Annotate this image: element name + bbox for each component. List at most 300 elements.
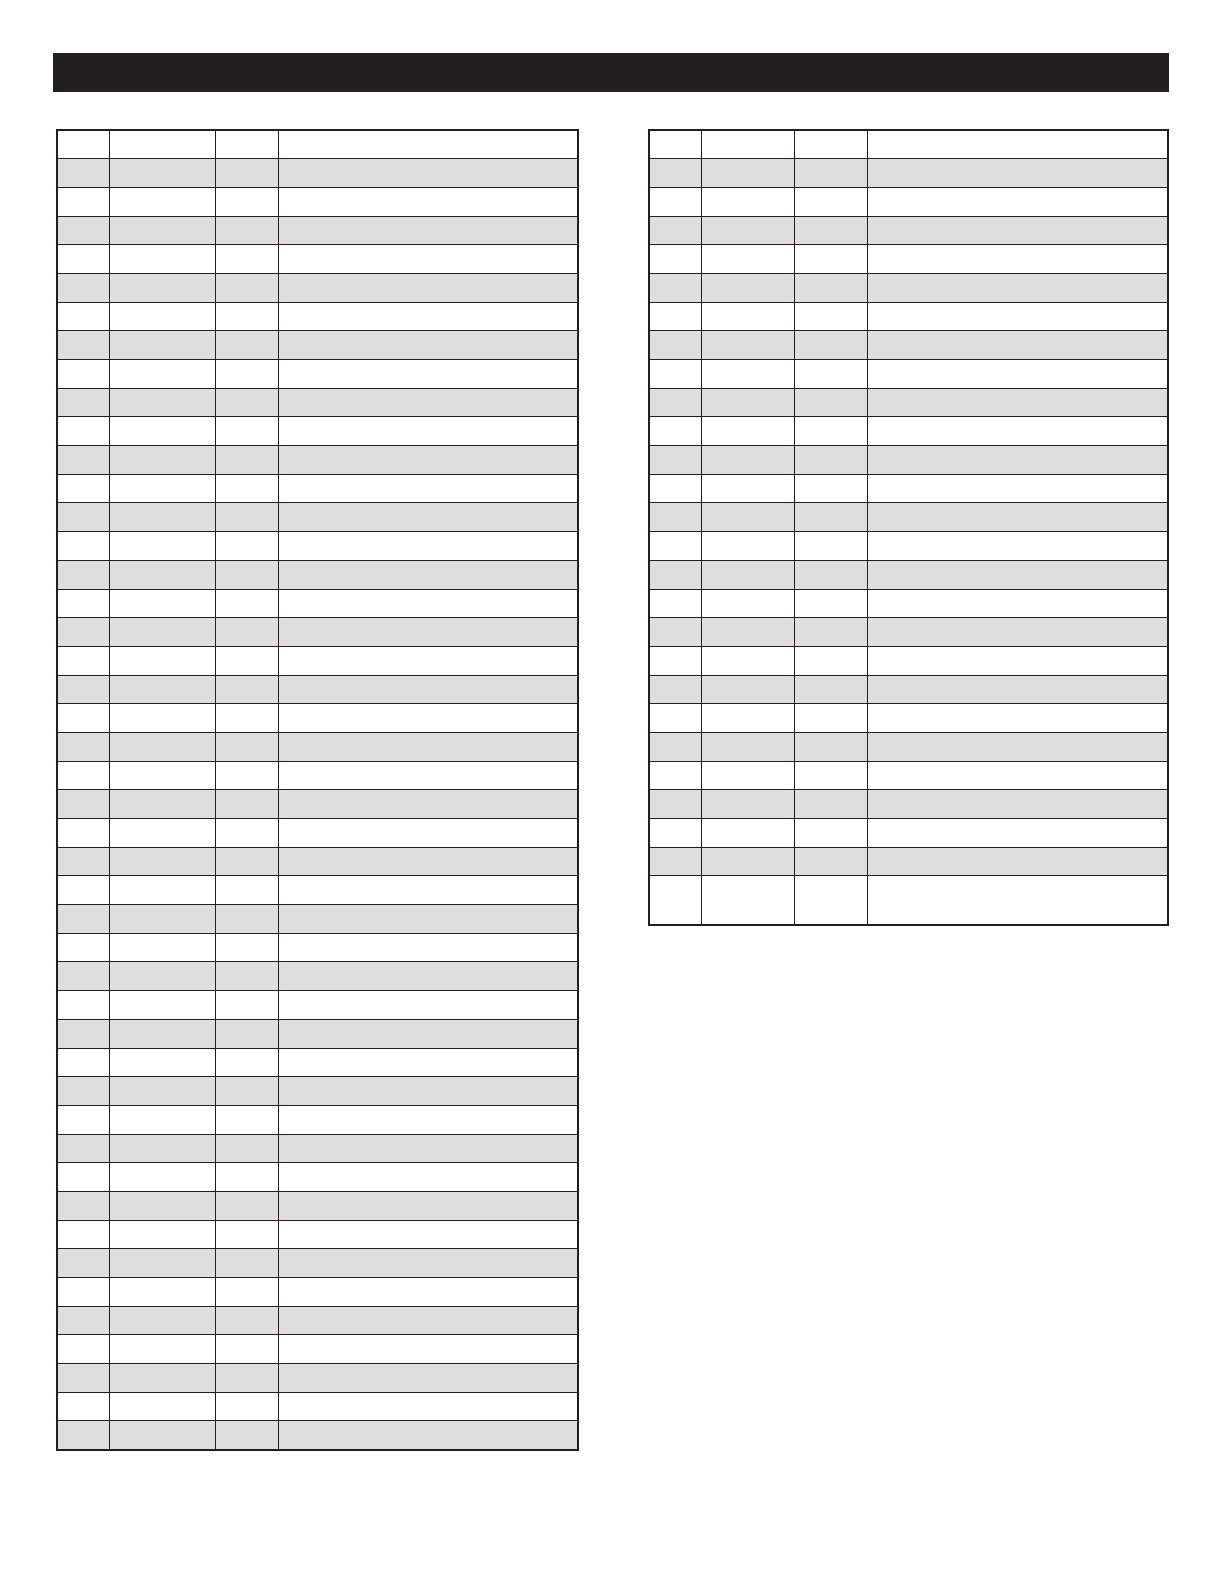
left-table-cell	[215, 1421, 278, 1450]
left-table-cell	[215, 1364, 278, 1393]
left-table-cell	[109, 589, 215, 618]
left-table-cell	[278, 646, 578, 675]
right-table-cell	[794, 704, 867, 733]
right-table-cell	[701, 847, 794, 876]
left-table-cell	[215, 1249, 278, 1278]
left-table-cell	[57, 560, 109, 589]
left-table-cell	[215, 790, 278, 819]
left-table-cell	[109, 245, 215, 274]
right-table-cell	[794, 819, 867, 848]
right-table-cell	[701, 245, 794, 274]
right-table-cell	[794, 732, 867, 761]
right-table-cell	[649, 388, 701, 417]
left-table-cell	[57, 646, 109, 675]
right-table-cell	[794, 761, 867, 790]
left-table-cell	[109, 1163, 215, 1192]
left-table-cell	[57, 732, 109, 761]
left-table-cell	[109, 1249, 215, 1278]
left-table-cell	[109, 532, 215, 561]
left-table-row	[57, 302, 578, 331]
right-table-row	[649, 331, 1168, 360]
left-table-cell	[57, 245, 109, 274]
left-table-cell	[109, 503, 215, 532]
right-table-row	[649, 704, 1168, 733]
left-table-cell	[109, 1105, 215, 1134]
right-table-cell	[701, 474, 794, 503]
left-table-row	[57, 1048, 578, 1077]
right-table-cell	[701, 130, 794, 159]
right-table-row	[649, 446, 1168, 475]
header-bar	[53, 53, 1169, 92]
left-table-cell	[109, 732, 215, 761]
right-table-cell	[701, 589, 794, 618]
right-table-cell	[701, 159, 794, 188]
left-table-row	[57, 933, 578, 962]
left-table-row	[57, 761, 578, 790]
left-table-cell	[278, 474, 578, 503]
right-table-cell	[649, 819, 701, 848]
left-table-cell	[109, 704, 215, 733]
right-table-cell	[867, 216, 1168, 245]
left-table-row	[57, 905, 578, 934]
left-table-cell	[278, 1306, 578, 1335]
right-table-cell	[794, 560, 867, 589]
right-table-row	[649, 187, 1168, 216]
left-table-cell	[109, 876, 215, 905]
right-table-cell	[794, 245, 867, 274]
left-table-row	[57, 216, 578, 245]
right-table-cell	[649, 761, 701, 790]
left-table-row	[57, 704, 578, 733]
left-table-cell	[278, 589, 578, 618]
left-table-cell	[109, 1220, 215, 1249]
left-table-cell	[278, 130, 578, 159]
left-table-cell	[215, 302, 278, 331]
right-table-cell	[649, 646, 701, 675]
right-table-cell	[794, 790, 867, 819]
right-table-cell	[867, 130, 1168, 159]
right-table-cell	[701, 360, 794, 389]
right-table-row	[649, 646, 1168, 675]
right-table-cell	[794, 589, 867, 618]
right-table-row	[649, 360, 1168, 389]
left-table-row	[57, 273, 578, 302]
right-table-row	[649, 245, 1168, 274]
left-table-cell	[109, 933, 215, 962]
left-table-cell	[278, 245, 578, 274]
left-table-row	[57, 1134, 578, 1163]
right-table-cell	[867, 876, 1168, 925]
right-table-cell	[701, 646, 794, 675]
left-table-cell	[109, 1048, 215, 1077]
left-table-cell	[57, 962, 109, 991]
right-table-cell	[867, 417, 1168, 446]
left-table-row	[57, 675, 578, 704]
left-table-row	[57, 1191, 578, 1220]
right-table-cell	[867, 589, 1168, 618]
right-table-cell	[794, 646, 867, 675]
right-table-cell	[649, 216, 701, 245]
right-table-row	[649, 159, 1168, 188]
left-table-cell	[215, 1048, 278, 1077]
right-table-cell	[794, 446, 867, 475]
left-table-cell	[278, 675, 578, 704]
right-table-cell	[649, 790, 701, 819]
left-table-cell	[57, 273, 109, 302]
right-table-cell	[701, 273, 794, 302]
left-table-row	[57, 245, 578, 274]
right-table-cell	[701, 761, 794, 790]
left-table-cell	[109, 1019, 215, 1048]
right-table-cell	[867, 388, 1168, 417]
right-table-cell	[649, 130, 701, 159]
left-table-row	[57, 876, 578, 905]
left-table-cell	[215, 1105, 278, 1134]
right-table-cell	[794, 388, 867, 417]
right-table-cell	[794, 360, 867, 389]
right-table-cell	[867, 704, 1168, 733]
right-table-cell	[794, 847, 867, 876]
left-table-row	[57, 1335, 578, 1364]
left-table-cell	[278, 1019, 578, 1048]
right-table-cell	[867, 618, 1168, 647]
right-table-cell	[701, 790, 794, 819]
left-table-row	[57, 130, 578, 159]
right-table-cell	[701, 331, 794, 360]
right-table-cell	[867, 790, 1168, 819]
left-table-cell	[278, 1220, 578, 1249]
left-table-cell	[109, 618, 215, 647]
left-table-row	[57, 159, 578, 188]
left-table-cell	[215, 245, 278, 274]
right-table-body	[649, 130, 1168, 925]
right-table-cell	[649, 675, 701, 704]
right-table-row	[649, 532, 1168, 561]
right-table-cell	[794, 618, 867, 647]
left-table-cell	[109, 302, 215, 331]
left-table-row	[57, 819, 578, 848]
right-table-cell	[701, 732, 794, 761]
left-table-cell	[109, 1306, 215, 1335]
left-table-cell	[109, 360, 215, 389]
right-table-cell	[867, 847, 1168, 876]
left-table-cell	[57, 1278, 109, 1307]
right-table-row	[649, 130, 1168, 159]
left-table-cell	[57, 1048, 109, 1077]
right-table-row	[649, 273, 1168, 302]
right-table-cell	[794, 331, 867, 360]
right-table-cell	[701, 388, 794, 417]
left-table-cell	[215, 532, 278, 561]
left-table-cell	[109, 273, 215, 302]
left-table-cell	[109, 474, 215, 503]
right-table-cell	[867, 245, 1168, 274]
left-table-row	[57, 618, 578, 647]
left-table-cell	[109, 1421, 215, 1450]
left-table-cell	[278, 876, 578, 905]
left-table-cell	[215, 560, 278, 589]
right-table-cell	[701, 675, 794, 704]
left-table-cell	[215, 474, 278, 503]
left-table-cell	[57, 417, 109, 446]
left-table-row	[57, 589, 578, 618]
left-table-row	[57, 360, 578, 389]
left-table-cell	[109, 1364, 215, 1393]
left-table-cell	[215, 876, 278, 905]
left-table-cell	[215, 1134, 278, 1163]
left-table-cell	[278, 905, 578, 934]
left-table-row	[57, 1278, 578, 1307]
left-table-cell	[215, 933, 278, 962]
left-table-cell	[215, 618, 278, 647]
left-table-cell	[57, 675, 109, 704]
left-table-row	[57, 646, 578, 675]
right-table-cell	[701, 187, 794, 216]
left-table-row	[57, 732, 578, 761]
left-table-cell	[57, 589, 109, 618]
left-table-row	[57, 1421, 578, 1450]
right-table-row	[649, 589, 1168, 618]
left-table-cell	[57, 1220, 109, 1249]
left-table-cell	[57, 1421, 109, 1450]
left-table-row	[57, 1364, 578, 1393]
right-table-cell	[649, 704, 701, 733]
left-table-cell	[215, 1392, 278, 1421]
left-table-row	[57, 417, 578, 446]
left-table-cell	[109, 1392, 215, 1421]
right-table-cell	[794, 273, 867, 302]
left-table-cell	[278, 532, 578, 561]
right-table-cell	[867, 761, 1168, 790]
left-table-cell	[278, 1163, 578, 1192]
left-table-cell	[215, 216, 278, 245]
left-table-cell	[278, 446, 578, 475]
left-table-cell	[278, 847, 578, 876]
left-table-cell	[215, 331, 278, 360]
left-table-row	[57, 790, 578, 819]
right-table-row	[649, 675, 1168, 704]
right-table-cell	[701, 819, 794, 848]
right-table-cell	[794, 532, 867, 561]
right-table-cell	[649, 589, 701, 618]
left-table-row	[57, 1077, 578, 1106]
left-table-row	[57, 503, 578, 532]
left-table-cell	[215, 589, 278, 618]
left-table-cell	[109, 962, 215, 991]
left-table-cell	[109, 1191, 215, 1220]
left-table-cell	[57, 790, 109, 819]
right-table-row	[649, 560, 1168, 589]
left-table-cell	[278, 417, 578, 446]
left-table-row	[57, 1249, 578, 1278]
left-table-cell	[278, 1077, 578, 1106]
right-table-cell	[649, 360, 701, 389]
left-table-cell	[215, 417, 278, 446]
right-table-row	[649, 819, 1168, 848]
right-table-cell	[649, 560, 701, 589]
right-table-row	[649, 847, 1168, 876]
left-table-cell	[109, 646, 215, 675]
left-table-cell	[278, 1335, 578, 1364]
right-table-row	[649, 790, 1168, 819]
left-table-cell	[215, 446, 278, 475]
left-table-row	[57, 187, 578, 216]
left-table-cell	[278, 618, 578, 647]
left-table-cell	[109, 159, 215, 188]
left-table-cell	[109, 446, 215, 475]
left-table-cell	[215, 847, 278, 876]
left-table-cell	[109, 1335, 215, 1364]
left-table-cell	[278, 819, 578, 848]
right-table-row	[649, 503, 1168, 532]
left-table-cell	[57, 847, 109, 876]
right-table-cell	[649, 446, 701, 475]
right-table-cell	[867, 159, 1168, 188]
left-table-cell	[278, 1105, 578, 1134]
right-table-row	[649, 761, 1168, 790]
left-table-cell	[215, 675, 278, 704]
left-table-cell	[109, 417, 215, 446]
right-table	[648, 129, 1169, 926]
left-table-cell	[57, 819, 109, 848]
left-table-cell	[57, 130, 109, 159]
right-table-cell	[794, 503, 867, 532]
right-table-cell	[701, 446, 794, 475]
left-table-cell	[215, 905, 278, 934]
left-table-row	[57, 331, 578, 360]
left-table-cell	[278, 560, 578, 589]
left-table-cell	[57, 1364, 109, 1393]
right-table-cell	[649, 417, 701, 446]
left-table-cell	[57, 1392, 109, 1421]
left-table-cell	[215, 704, 278, 733]
left-table-cell	[109, 1134, 215, 1163]
left-table-row	[57, 1306, 578, 1335]
right-table-cell	[701, 532, 794, 561]
left-table-row	[57, 1163, 578, 1192]
right-table-cell	[649, 302, 701, 331]
left-table-cell	[215, 503, 278, 532]
left-table-cell	[57, 1134, 109, 1163]
left-table-row	[57, 1392, 578, 1421]
left-table-cell	[215, 159, 278, 188]
left-table-cell	[57, 933, 109, 962]
left-table-cell	[57, 532, 109, 561]
left-table-cell	[57, 216, 109, 245]
right-table-row	[649, 302, 1168, 331]
left-table-cell	[215, 1306, 278, 1335]
left-table-cell	[57, 618, 109, 647]
left-table-cell	[278, 187, 578, 216]
left-table-cell	[278, 360, 578, 389]
right-table-cell	[649, 618, 701, 647]
left-table-cell	[109, 1278, 215, 1307]
left-table-cell	[57, 876, 109, 905]
left-table-cell	[215, 1191, 278, 1220]
right-table-cell	[794, 876, 867, 925]
right-table-cell	[649, 532, 701, 561]
left-table-cell	[278, 503, 578, 532]
left-table-cell	[278, 159, 578, 188]
left-table-cell	[109, 331, 215, 360]
left-table-row	[57, 560, 578, 589]
left-table-row	[57, 1019, 578, 1048]
right-table-cell	[867, 560, 1168, 589]
right-table-row	[649, 417, 1168, 446]
left-table-cell	[109, 905, 215, 934]
left-table-cell	[57, 1335, 109, 1364]
right-table-cell	[794, 130, 867, 159]
right-table-cell	[649, 847, 701, 876]
right-table-row	[649, 216, 1168, 245]
left-table-cell	[278, 302, 578, 331]
right-table-cell	[701, 503, 794, 532]
left-table-cell	[109, 187, 215, 216]
right-table-row	[649, 618, 1168, 647]
left-table-cell	[57, 704, 109, 733]
left-table-cell	[278, 1191, 578, 1220]
left-table-cell	[57, 991, 109, 1020]
right-table-cell	[649, 273, 701, 302]
left-table-cell	[278, 933, 578, 962]
right-table-cell	[867, 331, 1168, 360]
right-table-cell	[794, 159, 867, 188]
left-table-cell	[57, 1077, 109, 1106]
left-table-cell	[109, 675, 215, 704]
left-table-cell	[278, 962, 578, 991]
left-table-cell	[215, 1335, 278, 1364]
left-table-cell	[215, 1278, 278, 1307]
left-table-cell	[215, 187, 278, 216]
right-table-cell	[867, 360, 1168, 389]
left-table-cell	[109, 560, 215, 589]
right-table-cell	[867, 273, 1168, 302]
left-table-row	[57, 474, 578, 503]
right-table-cell	[794, 216, 867, 245]
left-table-row	[57, 446, 578, 475]
left-table-cell	[278, 1421, 578, 1450]
left-table-cell	[215, 646, 278, 675]
left-table-cell	[109, 847, 215, 876]
left-table-cell	[109, 991, 215, 1020]
left-table-row	[57, 991, 578, 1020]
right-table-cell	[649, 503, 701, 532]
left-table-cell	[278, 1249, 578, 1278]
right-table-cell	[867, 446, 1168, 475]
left-table-cell	[57, 474, 109, 503]
right-table-cell	[649, 876, 701, 925]
right-table-cell	[867, 503, 1168, 532]
left-table-row	[57, 847, 578, 876]
right-table-cell	[701, 302, 794, 331]
left-table-cell	[278, 790, 578, 819]
right-table-cell	[794, 302, 867, 331]
left-table-cell	[278, 273, 578, 302]
left-table-cell	[57, 1163, 109, 1192]
right-table-cell	[867, 474, 1168, 503]
left-table-cell	[109, 790, 215, 819]
left-table-cell	[215, 1019, 278, 1048]
right-table-cell	[794, 474, 867, 503]
right-table-cell	[649, 732, 701, 761]
right-table-cell	[649, 187, 701, 216]
right-table-cell	[794, 675, 867, 704]
right-table-cell	[867, 187, 1168, 216]
left-table-cell	[215, 360, 278, 389]
left-table-cell	[278, 704, 578, 733]
left-table-cell	[57, 761, 109, 790]
left-table-cell	[57, 446, 109, 475]
